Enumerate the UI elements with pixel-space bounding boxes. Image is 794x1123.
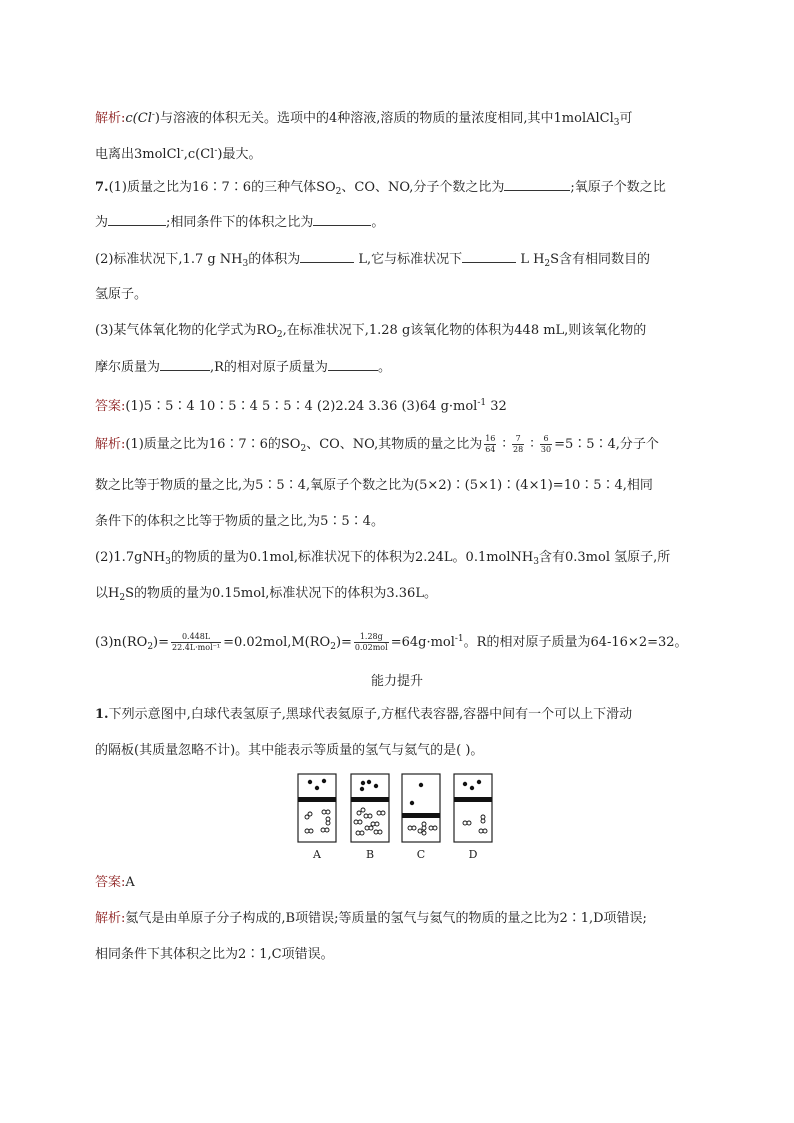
- fraction: $\frac{16}{64}$: [485, 434, 496, 454]
- explanation-7-line-5: 以$H_2S$的物质的量为0.15mol,标准状况下的体积为3.36L。: [95, 586, 437, 603]
- container-diagram: [290, 770, 510, 862]
- question-number: 7.: [95, 180, 109, 195]
- question-number: 1.: [95, 707, 109, 722]
- answer-blank: [300, 250, 354, 263]
- explanation-7-line-3: 条件下的体积之比等于物质的量之比,为5∶5∶4。: [95, 514, 384, 529]
- answer-blank: [108, 213, 166, 226]
- option-d-label: D: [468, 848, 478, 861]
- question-7-line-1: 7.(1)质量之比为16∶7∶6的三种气体$SO_2$、CO、NO,分子个数之比为 ;氧原子个数之比: [95, 180, 666, 197]
- container-a: [298, 774, 336, 842]
- answer-1: 答案:A: [95, 875, 135, 890]
- question-7-line-4: 氢原子。: [95, 287, 148, 302]
- answer-blank: [313, 213, 371, 226]
- explanation-1-line-2: 相同条件下其体积之比为2∶1,C项错误。: [95, 947, 334, 962]
- option-a-label: A: [313, 848, 321, 861]
- answer-blank: [328, 358, 378, 371]
- explanation-7-line-1: 解析:(1)质量之比为16∶7∶6的$SO_2$、CO、NO,其物质的量之比为 $\frac{16}{64}$ ∶ $\frac{7}{28}$ ∶ $\frac{6}{30}$ =5∶5∶4,分子个: [95, 434, 659, 454]
- question-1-line-1: 1.下列示意图中,白球代表氢原子,黑球代表氦原子,方框代表容器,容器中间有一个可以上下滑动: [95, 707, 633, 722]
- question-7-line-5: (3)某气体氧化物的化学式为$RO_2$,在标准状况下,1.28 g该氧化物的体积为448 mL,则该氧化物的: [95, 323, 647, 340]
- fraction: $\frac{6}{30}$: [540, 434, 552, 454]
- partition-a: [298, 797, 336, 802]
- option-c-label: C: [416, 848, 426, 861]
- explanation-prev-line-1: 解析:c(Cl-)与溶液的体积无关。选项中的4种溶液,溶质的物质的量浓度相同,其中1molAlCl$_3$可: [95, 110, 633, 128]
- question-7-line-2: 为 ;相同条件下的体积之比为 。: [95, 215, 385, 230]
- explanation-label: 解析:: [95, 911, 126, 926]
- question-7-line-6: 摩尔质量为 ,R的相对原子质量为 。: [95, 360, 391, 375]
- fraction: $\frac{7}{28}$: [513, 434, 524, 454]
- option-b-label: B: [365, 848, 375, 861]
- fraction: $\frac{0.448L}{\text{22.4L·mol⁻¹}}$: [172, 632, 221, 652]
- explanation-label: 解析:: [95, 437, 126, 452]
- question-7-line-3: (2)标准状况下,1.7 g $NH_3$的体积为 L,它与标准状况下 L $H_2S$含有相同数目的: [95, 252, 651, 269]
- explanation-7-line-2: 数之比等于物质的量之比,为5∶5∶4,氧原子个数之比为(5×2)∶(5×1)∶(4×1)=10∶5∶4,相同: [95, 478, 653, 493]
- partition-c: [402, 813, 440, 818]
- explanation-7-line-6: $(3)n(RO_2)=$ $\frac{0.448L}{\text{22.4L·mol⁻¹}}$ $=0.02mol,M(RO_2)=$ $\frac{1.28g}{\text{0.02mol}}$ =64g·mol$^{-1}$。R的相对原子质量为64-16×2=32。: [95, 632, 688, 652]
- explanation-7-line-4: (2)1.7gNH$_3$的物质的量为0.1mol,标准状况下的体积为2.24L。0.1molNH$_3$含有0.3mol 氢原子,所: [95, 550, 671, 567]
- explanation-1-line-1: 解析:氦气是由单原子分子构成的,B项错误;等质量的氢气与氦气的物质的量之比为2∶1,D项错误;: [95, 911, 647, 926]
- explanation-label: 解析:: [95, 111, 126, 126]
- partition-b: [351, 797, 389, 802]
- answer-blank: [160, 358, 210, 371]
- fraction: $\frac{1.28g}{\text{0.02mol}}$: [354, 632, 388, 652]
- section-heading: 能力提升: [370, 674, 423, 689]
- question-1-line-2: 的隔板(其质量忽略不计)。其中能表示等质量的氢气与氦气的是( )。: [95, 743, 484, 758]
- answer-label: 答案:: [95, 875, 126, 890]
- hydrogen-molecules: [305, 808, 487, 835]
- explanation-prev-line-2: 电离出3molCl-,c(Cl-)最大。: [95, 146, 262, 162]
- answer-blank: [504, 178, 570, 191]
- partition-d: [454, 797, 492, 802]
- answer-label: 答案:: [95, 399, 126, 414]
- answer-7: 答案:(1)5∶5∶4 10∶5∶4 5∶5∶4 (2)2.24 3.36 (3)64 g·mol$^{-1}$ 32: [95, 398, 507, 414]
- answer-blank: [462, 250, 516, 263]
